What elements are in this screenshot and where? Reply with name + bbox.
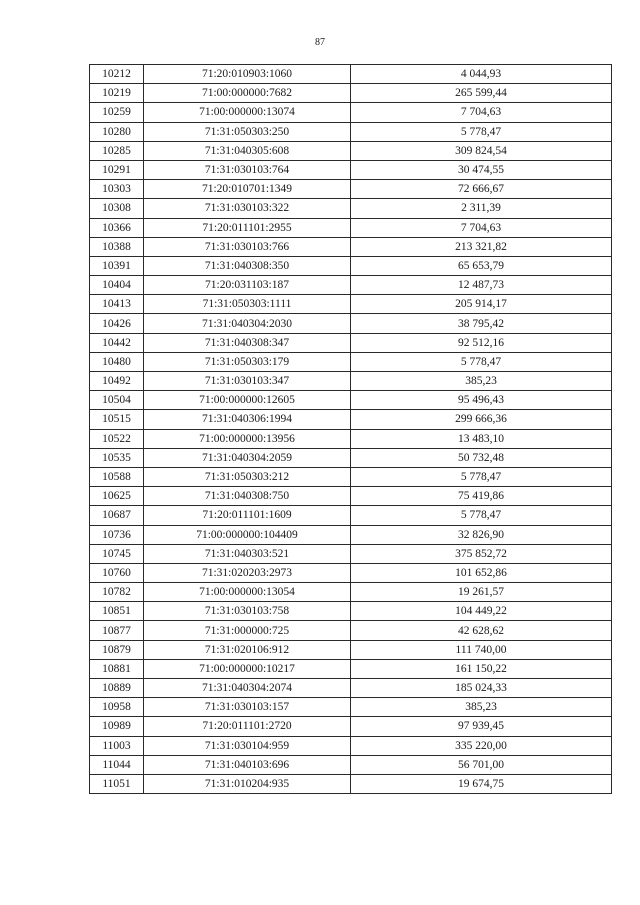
row-id-cell: 10212 [90,65,144,84]
cadastral-number-cell: 71:31:030103:758 [144,602,351,621]
row-id-cell: 10504 [90,391,144,410]
table-row [90,199,612,218]
table-row [90,659,612,678]
cadastral-number-cell: 71:00:000000:104409 [144,525,351,544]
cadastral-number-cell: 71:31:040306:1994 [144,410,351,429]
amount-cell: 161 150,22 [351,659,612,678]
cadastral-number-cell: 71:31:040308:350 [144,256,351,275]
table-row [90,736,612,755]
row-id-cell: 10879 [90,640,144,659]
amount-cell: 375 852,72 [351,544,612,563]
row-id-cell: 10889 [90,679,144,698]
cadastral-number-cell: 71:00:000000:7682 [144,84,351,103]
table-row [90,506,612,525]
table-row [90,621,612,640]
cadastral-number-cell: 71:00:000000:13956 [144,429,351,448]
cadastral-number-cell: 71:31:030104:959 [144,736,351,755]
cadastral-number-cell: 71:31:050303:250 [144,122,351,141]
row-id-cell: 10522 [90,429,144,448]
row-id-cell: 10308 [90,199,144,218]
amount-cell: 205 914,17 [351,295,612,314]
row-id-cell: 10877 [90,621,144,640]
cadastral-number-cell: 71:31:050303:212 [144,467,351,486]
table-row [90,141,612,160]
amount-cell: 335 220,00 [351,736,612,755]
cadastral-number-cell: 71:31:010204:935 [144,774,351,793]
row-id-cell: 10535 [90,448,144,467]
amount-cell: 2 311,39 [351,199,612,218]
amount-cell: 50 732,48 [351,448,612,467]
table-row [90,679,612,698]
amount-cell: 104 449,22 [351,602,612,621]
cadastral-number-cell: 71:31:020203:2973 [144,563,351,582]
cadastral-number-cell: 71:00:000000:12605 [144,391,351,410]
row-id-cell: 10782 [90,583,144,602]
row-id-cell: 10736 [90,525,144,544]
table-row [90,467,612,486]
amount-cell: 111 740,00 [351,640,612,659]
row-id-cell: 10413 [90,295,144,314]
cadastral-number-cell: 71:31:040308:347 [144,333,351,352]
cadastral-number-cell: 71:31:040305:608 [144,141,351,160]
row-id-cell: 10958 [90,698,144,717]
table-row [90,295,612,314]
amount-cell: 7 704,63 [351,218,612,237]
table-row [90,180,612,199]
table-row [90,717,612,736]
table-row [90,698,612,717]
row-id-cell: 10881 [90,659,144,678]
row-id-cell: 10285 [90,141,144,160]
table-row [90,276,612,295]
amount-cell: 72 666,67 [351,180,612,199]
row-id-cell: 10280 [90,122,144,141]
table-row [90,525,612,544]
cadastral-number-cell: 71:20:010701:1349 [144,180,351,199]
row-id-cell: 11051 [90,774,144,793]
page-number: 87 [315,37,325,48]
table-row [90,122,612,141]
table-row [90,103,612,122]
amount-cell: 385,23 [351,698,612,717]
row-id-cell: 10480 [90,352,144,371]
amount-cell: 65 653,79 [351,256,612,275]
cadastral-number-cell: 71:00:000000:13074 [144,103,351,122]
amount-cell: 32 826,90 [351,525,612,544]
cadastral-number-cell: 71:20:011101:2955 [144,218,351,237]
table-row [90,84,612,103]
amount-cell: 299 666,36 [351,410,612,429]
cadastral-number-cell: 71:31:030103:347 [144,372,351,391]
amount-cell: 5 778,47 [351,506,612,525]
amount-cell: 38 795,42 [351,314,612,333]
row-id-cell: 10388 [90,237,144,256]
row-id-cell: 11003 [90,736,144,755]
cadastral-number-cell: 71:00:000000:13054 [144,583,351,602]
row-id-cell: 10219 [90,84,144,103]
amount-cell: 213 321,82 [351,237,612,256]
row-id-cell: 10259 [90,103,144,122]
table-row [90,65,612,84]
table-body [90,65,612,794]
cadastral-number-cell: 71:31:050303:179 [144,352,351,371]
table-row [90,602,612,621]
cadastral-number-cell: 71:31:050303:1111 [144,295,351,314]
amount-cell: 42 628,62 [351,621,612,640]
row-id-cell: 10492 [90,372,144,391]
amount-cell: 13 483,10 [351,429,612,448]
row-id-cell: 10442 [90,333,144,352]
cadastral-number-cell: 71:31:030103:766 [144,237,351,256]
row-id-cell: 10687 [90,506,144,525]
row-id-cell: 10588 [90,467,144,486]
table-row [90,755,612,774]
table-row [90,237,612,256]
cadastral-number-cell: 71:20:031103:187 [144,276,351,295]
amount-cell: 97 939,45 [351,717,612,736]
amount-cell: 385,23 [351,372,612,391]
table-row [90,218,612,237]
amount-cell: 4 044,93 [351,65,612,84]
amount-cell: 265 599,44 [351,84,612,103]
row-id-cell: 10625 [90,487,144,506]
amount-cell: 101 652,86 [351,563,612,582]
cadastral-number-cell: 71:31:030103:322 [144,199,351,218]
table-row [90,640,612,659]
cadastral-number-cell: 71:31:030103:764 [144,160,351,179]
row-id-cell: 10515 [90,410,144,429]
row-id-cell: 10291 [90,160,144,179]
amount-cell: 30 474,55 [351,160,612,179]
amount-cell: 56 701,00 [351,755,612,774]
cadastral-number-cell: 71:31:030103:157 [144,698,351,717]
cadastral-number-cell: 71:20:010903:1060 [144,65,351,84]
amount-cell: 5 778,47 [351,467,612,486]
table-row [90,487,612,506]
table-row [90,774,612,793]
amount-cell: 95 496,43 [351,391,612,410]
table-row [90,448,612,467]
row-id-cell: 10760 [90,563,144,582]
table-row [90,410,612,429]
table-row [90,160,612,179]
row-id-cell: 10391 [90,256,144,275]
row-id-cell: 10426 [90,314,144,333]
row-id-cell: 10989 [90,717,144,736]
amount-cell: 92 512,16 [351,333,612,352]
amount-cell: 12 487,73 [351,276,612,295]
cadastral-number-cell: 71:31:020106:912 [144,640,351,659]
cadastral-number-cell: 71:31:040103:696 [144,755,351,774]
cadastral-number-cell: 71:31:040308:750 [144,487,351,506]
table-row [90,563,612,582]
row-id-cell: 10745 [90,544,144,563]
data-table [89,64,612,794]
amount-cell: 185 024,33 [351,679,612,698]
row-id-cell: 10366 [90,218,144,237]
table-row [90,583,612,602]
table-row [90,333,612,352]
cadastral-number-cell: 71:00:000000:10217 [144,659,351,678]
table-row [90,352,612,371]
cadastral-number-cell: 71:31:040304:2030 [144,314,351,333]
table-row [90,372,612,391]
cadastral-number-cell: 71:20:011101:2720 [144,717,351,736]
row-id-cell: 10851 [90,602,144,621]
row-id-cell: 10303 [90,180,144,199]
table-row [90,256,612,275]
table-row [90,429,612,448]
amount-cell: 5 778,47 [351,352,612,371]
cadastral-number-cell: 71:31:040304:2074 [144,679,351,698]
table-row [90,314,612,333]
row-id-cell: 10404 [90,276,144,295]
cadastral-number-cell: 71:31:040304:2059 [144,448,351,467]
table-row [90,544,612,563]
amount-cell: 309 824,54 [351,141,612,160]
table-row [90,391,612,410]
amount-cell: 75 419,86 [351,487,612,506]
amount-cell: 19 674,75 [351,774,612,793]
amount-cell: 19 261,57 [351,583,612,602]
row-id-cell: 11044 [90,755,144,774]
amount-cell: 7 704,63 [351,103,612,122]
cadastral-number-cell: 71:31:040303:521 [144,544,351,563]
amount-cell: 5 778,47 [351,122,612,141]
cadastral-number-cell: 71:31:000000:725 [144,621,351,640]
cadastral-number-cell: 71:20:011101:1609 [144,506,351,525]
